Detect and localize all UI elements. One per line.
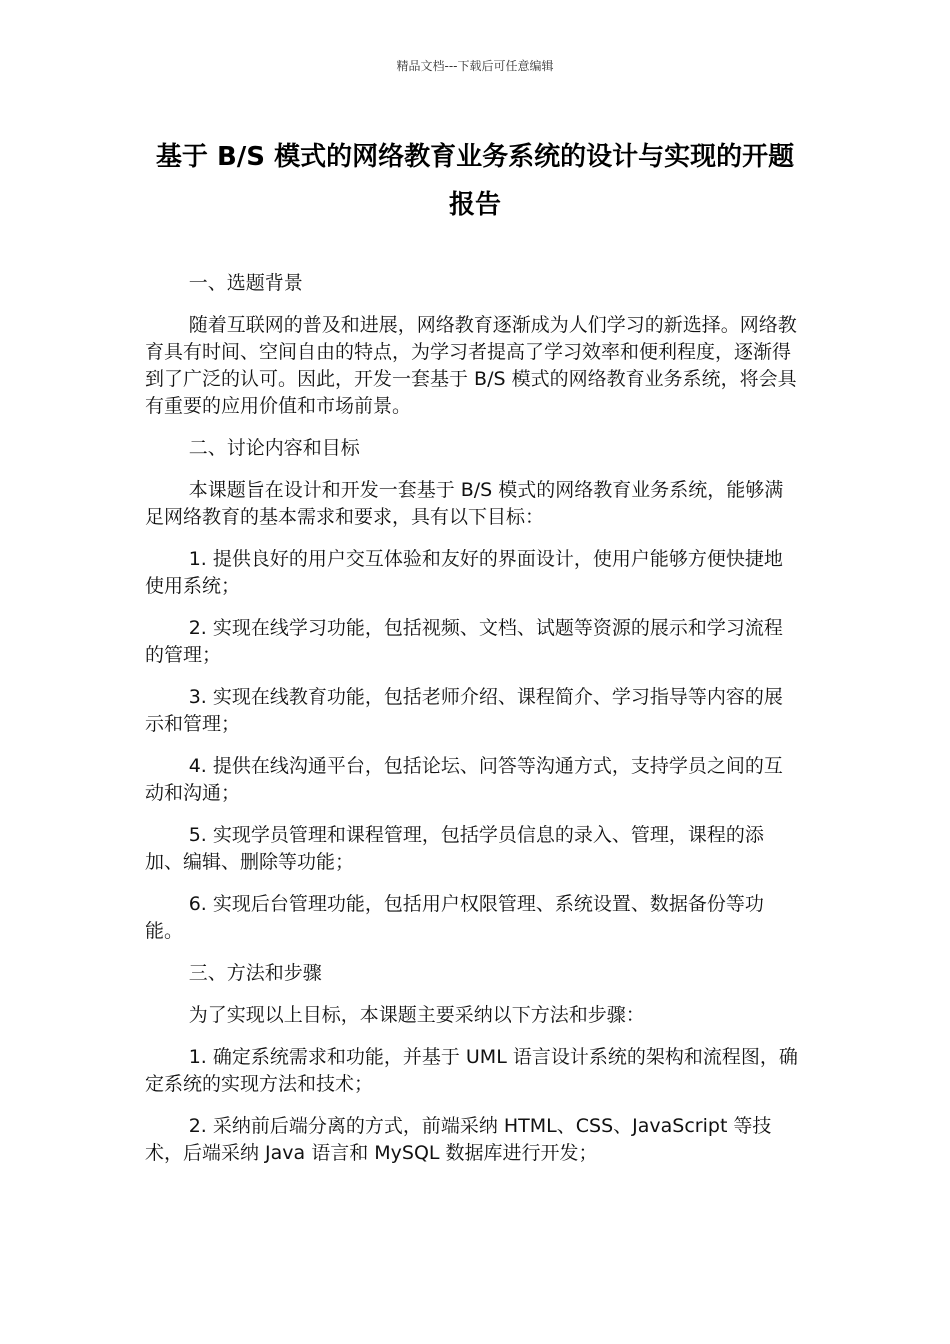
paragraph-goals-intro: 本课题旨在设计和开发一套基于 B/S 模式的网络教育业务系统，能够满足网络教育的基本需求和要求，具有以下目标： (145, 479, 784, 528)
header-note: 精品文档---下载后可任意编辑 (396, 59, 554, 73)
paragraph-background: 随着互联网的普及和进展，网络教育逐渐成为人们学习的新选择。网络教育具有时间、空间自由的特点，为学习者提高了学习效率和便利程度，逐渐得到了广泛的认可。因此，开发一套基于 B/S 模式的网络教育业务系统，将会具有重要的应用价值和市场前景。 (145, 314, 797, 417)
goal-item-3: 3. 实现在线教育功能，包括老师介绍、课程简介、学习指导等内容的展示和管理； (145, 686, 783, 735)
section-heading-background: 一、选题背景 (188, 272, 303, 294)
goal-item-5: 5. 实现学员管理和课程管理，包括学员信息的录入、管理，课程的添加、编辑、删除等功能； (145, 824, 764, 873)
paragraph-methods-intro: 为了实现以上目标，本课题主要采纳以下方法和步骤： (188, 1004, 645, 1026)
goal-item-2: 2. 实现在线学习功能，包括视频、文档、试题等资源的展示和学习流程的管理； (145, 617, 783, 666)
goal-item-6: 6. 实现后台管理功能，包括用户权限管理、系统设置、数据备份等功能。 (145, 893, 764, 942)
goal-item-4: 4. 提供在线沟通平台，包括论坛、问答等沟通方式，支持学员之间的互动和沟通； (145, 755, 783, 804)
section-heading-methods: 三、方法和步骤 (188, 962, 322, 984)
method-item-1: 1. 确定系统需求和功能，并基于 UML 语言设计系统的架构和流程图，确定系统的实现方法和技术； (145, 1046, 798, 1095)
method-item-2: 2. 采纳前后端分离的方式，前端采纳 HTML、CSS、JavaScript 等技术，后端采纳 Java 语言和 MySQL 数据库进行开发； (145, 1115, 772, 1164)
section-heading-content-goals: 二、讨论内容和目标 (188, 437, 360, 459)
document-body (145, 270, 801, 1182)
document-title: 基于 B/S 模式的网络教育业务系统的设计与实现的开题报告 (155, 142, 795, 220)
goal-item-1: 1. 提供良好的用户交互体验和友好的界面设计，使用户能够方便快捷地使用系统； (145, 548, 783, 597)
